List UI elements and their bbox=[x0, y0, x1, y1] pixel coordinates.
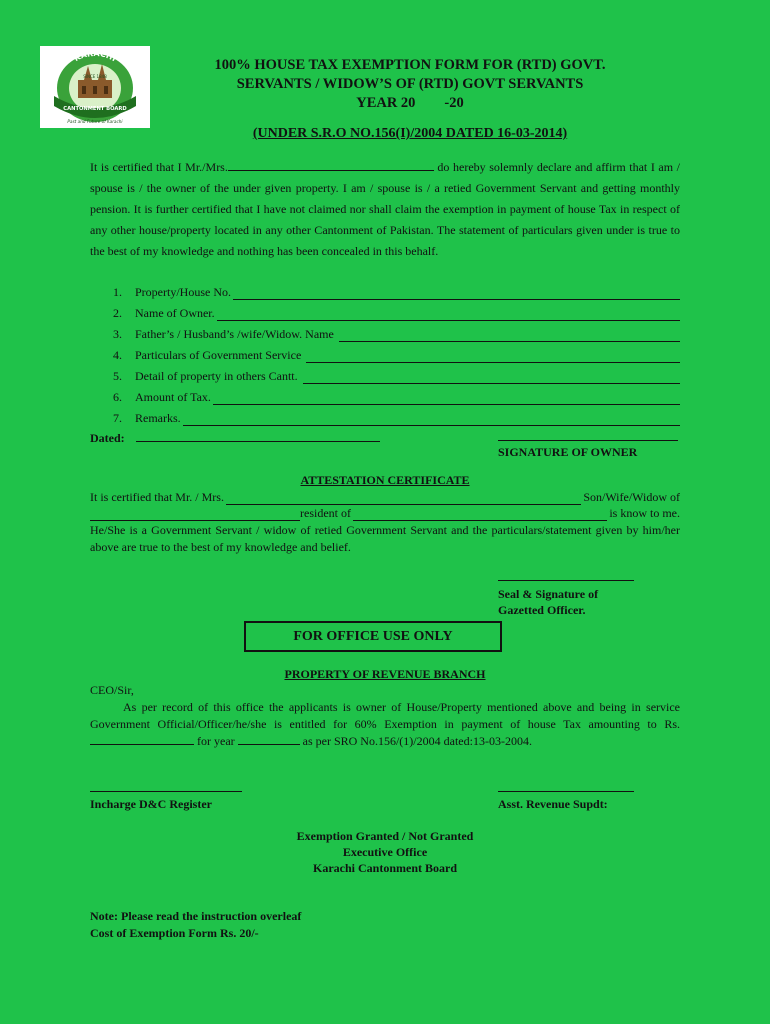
cantonment-board-logo bbox=[40, 46, 150, 128]
sro-reference: (UNDER S.R.O NO.156(I)/2004 DATED 16-03-2014) bbox=[252, 126, 568, 141]
name-blank-field[interactable] bbox=[228, 158, 434, 171]
item-label: Property/House No. bbox=[135, 285, 231, 299]
signature-of-owner-label: SIGNATURE OF OWNER bbox=[498, 445, 638, 459]
item-label: Father’s / Husband’s /wife/Widow. Name bbox=[135, 327, 337, 341]
attestation-text-b: Son/Wife/Widow of bbox=[583, 490, 680, 504]
incharge-label: Incharge D&C Register bbox=[90, 797, 212, 811]
svg-text:SINCE 1848: SINCE 1848 bbox=[83, 74, 107, 79]
svg-text:CANTONMENT BOARD: CANTONMENT BOARD bbox=[63, 106, 127, 112]
item-number: 1. bbox=[113, 285, 122, 299]
dated-blank[interactable] bbox=[136, 441, 380, 442]
item-label: Name of Owner. bbox=[135, 306, 215, 320]
svg-text:KARACHI: KARACHI bbox=[72, 48, 118, 64]
attestation-text-a: It is certified that Mr. / Mrs. bbox=[90, 490, 224, 504]
declaration-body: do hereby solemnly declare and affirm that I am / spouse is / the owner of the under given property. I am / spouse is / a retied Government Servant and getting monthly pension. It is further certified that I have not claimed nor shall claim the exemption in payment of house Tax in respect of any other house/property located in any other Cantonment of Pakistan. The statement of particulars given under is true to the best of my knowledge and nothing has been concealed in this behalf. bbox=[90, 160, 680, 258]
incharge-signature-line[interactable] bbox=[90, 791, 242, 792]
office-use-box: FOR OFFICE USE ONLY bbox=[244, 621, 502, 652]
revenue-heading-text: PROPERTY OF REVENUE BRANCH bbox=[284, 667, 486, 681]
attestation-heading-text: ATTESTATION CERTIFICATE bbox=[300, 473, 470, 487]
form-title bbox=[150, 56, 670, 113]
title-line-2: SERVANTS / WIDOW’S OF (RTD) GOVT SERVANTS bbox=[236, 76, 584, 92]
item-blank[interactable] bbox=[217, 308, 680, 321]
item-number: 4. bbox=[113, 348, 122, 362]
karachi-cantonment-board: Karachi Cantonment Board bbox=[313, 861, 457, 875]
exemption-status: Exemption Granted / Not Granted bbox=[296, 829, 474, 843]
seal-line-2: Gazetted Officer. bbox=[498, 603, 586, 617]
item-father-husband-name[interactable] bbox=[113, 326, 680, 342]
office-text-c: as per SRO No.156/(1)/2004 dated:13-03-2004. bbox=[299, 734, 532, 748]
attestation-text-d: is know to me. bbox=[609, 506, 680, 520]
attestation-line-2 bbox=[90, 505, 680, 521]
item-label: Detail of property in others Cantt. bbox=[135, 369, 301, 383]
exemption-block bbox=[240, 828, 530, 876]
tax-amount-blank[interactable] bbox=[90, 732, 194, 745]
salutation: CEO/Sir, bbox=[90, 683, 134, 697]
item-label: Particulars of Government Service bbox=[135, 348, 305, 362]
item-blank[interactable] bbox=[306, 350, 680, 363]
svg-text:Past and Future of Karachi: Past and Future of Karachi bbox=[67, 119, 123, 124]
item-number: 7. bbox=[113, 411, 122, 425]
item-number: 2. bbox=[113, 306, 122, 320]
asst-revenue-label: Asst. Revenue Supdt: bbox=[498, 797, 608, 811]
item-property-house-no[interactable] bbox=[113, 284, 680, 300]
item-property-other-cantt[interactable] bbox=[113, 368, 680, 384]
item-name-of-owner[interactable] bbox=[113, 305, 680, 321]
item-number: 6. bbox=[113, 390, 122, 404]
attestation-text-c: resident of bbox=[300, 506, 351, 520]
office-text-b: for year bbox=[194, 734, 238, 748]
office-text-a: As per record of this office the applicants is owner of House/Property mentioned above and being in service Government Official/Officer/he/she is entitled for 60% Exemption in payment of house Tax amounting to Rs. bbox=[90, 700, 680, 731]
item-label: Amount of Tax. bbox=[135, 390, 211, 404]
attestation-heading bbox=[0, 473, 770, 488]
asst-signature-line[interactable] bbox=[498, 791, 634, 792]
item-blank[interactable] bbox=[233, 287, 680, 300]
item-number: 3. bbox=[113, 327, 122, 341]
item-blank[interactable] bbox=[213, 392, 680, 405]
form-subtitle bbox=[150, 126, 670, 142]
notes-block bbox=[90, 908, 301, 942]
item-label: Remarks. bbox=[135, 411, 181, 425]
officer-signature-line[interactable] bbox=[498, 580, 634, 581]
item-number: 5. bbox=[113, 369, 122, 383]
attested-name-blank[interactable] bbox=[226, 492, 581, 505]
title-line-1: 100% HOUSE TAX EXEMPTION FORM FOR (RTD) GOVT. bbox=[214, 57, 606, 73]
year-blank[interactable] bbox=[238, 732, 300, 745]
instruction-note: Note: Please read the instruction overleaf bbox=[90, 909, 302, 923]
seal-line-1: Seal & Signature of bbox=[498, 587, 599, 601]
revenue-heading bbox=[0, 667, 770, 682]
title-line-3: YEAR 20 -20 bbox=[356, 95, 464, 111]
seal-signature-block bbox=[498, 586, 598, 618]
item-amount-of-tax[interactable] bbox=[113, 389, 680, 405]
logo-emblem bbox=[40, 46, 150, 128]
dated-label: Dated: bbox=[90, 431, 125, 445]
item-blank[interactable] bbox=[339, 329, 680, 342]
attestation-line-1 bbox=[90, 489, 680, 505]
declaration-intro: It is certified that I Mr./Mrs. bbox=[90, 160, 228, 174]
item-government-service[interactable] bbox=[113, 347, 680, 363]
executive-office: Executive Office bbox=[342, 845, 428, 859]
attestation-body: He/She is a Government Servant / widow of retied Government Servant and the particulars/statement given by him/her above are true to the best of my knowledge and belief. bbox=[90, 523, 680, 554]
office-paragraph bbox=[90, 699, 680, 750]
declaration-paragraph bbox=[90, 157, 680, 262]
cost-note: Cost of Exemption Form Rs. 20/- bbox=[90, 926, 259, 940]
item-blank[interactable] bbox=[303, 371, 680, 384]
item-remarks[interactable] bbox=[113, 410, 680, 426]
father-name-blank[interactable] bbox=[90, 508, 300, 521]
owner-signature-line[interactable] bbox=[498, 440, 678, 441]
residence-blank[interactable] bbox=[353, 508, 607, 521]
item-blank[interactable] bbox=[183, 413, 680, 426]
